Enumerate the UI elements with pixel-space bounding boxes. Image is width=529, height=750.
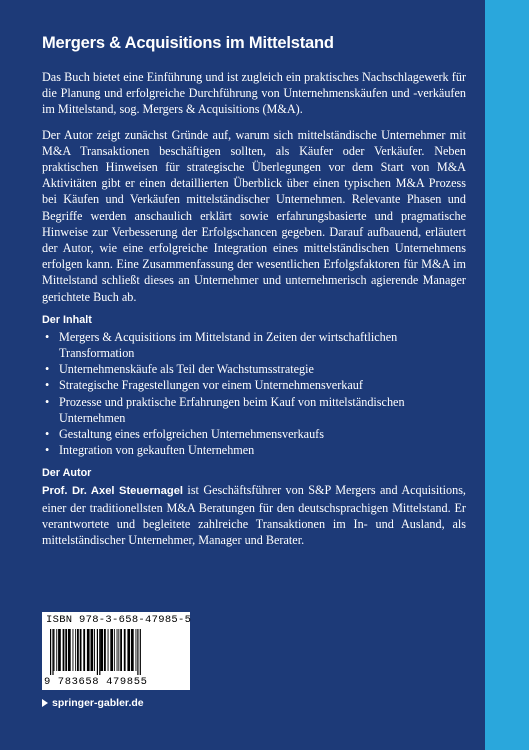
intro-paragraph: Das Buch bietet eine Einführung und ist zugleich ein praktisches Nachschlagewerk für die Planung und erfolgreiche Durchführung von Unternehmenskäufen und -verkäufen im Mittelstand, sog. Mergers & Acquisitions (M&A). — [42, 70, 466, 117]
barcode-bar — [91, 629, 94, 671]
description-paragraph: Der Autor zeigt zunächst Gründe auf, warum sich mittelständische Unternehmer mit M&A Transaktionen beschäftigen sollten, als Käufer oder Verkäufer. Neben praktischen Hinweisen für strategische Überlegungen vor dem Start von M&A Aktivitäten gibt er einen detaillierten Überblick über einen typischen M&A Prozess bei Käufen und Verkäufen mittelständischer Unternehmen. Relevante Phasen und Begriffe werden anschaulich erklärt sowie erfahrungsbasierte und pragmatische Hinweise zur Verbesserung der Erfolgschancen gegeben. Darauf aufbauend, erläutert der Autor, wie eine erfolgreiche Integration eines mittelständischen Unternehmens erfolgen kann. Eine Zusammenfassung der wesentlichen Erfolgsfaktoren für M&A im Mittelstand schließt dieses an Unternehmer und unternehmerisch agierende Manager gerichtete Buch ab. — [42, 127, 466, 304]
arrow-right-icon — [42, 699, 48, 707]
contents-list — [42, 329, 466, 459]
barcode-bar — [140, 629, 141, 675]
barcode-icon — [48, 629, 184, 675]
list-item: • Gestaltung eines erfolgreichen Unternehmensverkaufs — [42, 426, 466, 442]
barcode-bar — [124, 629, 126, 671]
list-item: • Unternehmenskäufe als Teil der Wachstumsstrategie — [42, 361, 466, 377]
barcode-bar — [75, 629, 76, 671]
publisher-link[interactable] — [42, 697, 144, 709]
barcode-bar — [80, 629, 82, 671]
barcode-digits: 9 783658 479855 — [44, 676, 148, 688]
barcode-bar — [127, 629, 130, 671]
barcode-bar — [52, 629, 53, 675]
barcode-bar — [117, 629, 118, 671]
book-title: Mergers & Acquisitions im Mittelstand — [42, 34, 334, 52]
barcode-bar — [137, 629, 138, 675]
publisher-url: springer-gabler.de — [52, 697, 144, 709]
author-bio: ist Geschäftsführer von S&P Mergers and Acquisitions, einer der traditionellsten M&A Beratungen für den deutschsprachigen Mittelstand. Er verantwortete und begleitete zahlreiche Transaktionen im In- und Ausland, als mittelständischer Unternehmer, Manager und Berater. — [42, 483, 466, 548]
isbn-label: ISBN 978-3-658-47985-5 — [46, 614, 192, 626]
isbn-barcode — [42, 612, 190, 690]
barcode-bar — [83, 629, 85, 671]
barcode-bar — [99, 629, 100, 675]
barcode-bar — [54, 629, 55, 671]
barcode-bar — [50, 629, 51, 675]
list-item: • Strategische Fragestellungen vor einem Unternehmensverkauf — [42, 377, 466, 393]
barcode-bar — [120, 629, 122, 671]
barcode-bar — [65, 629, 67, 671]
barcode-bar — [136, 629, 137, 671]
list-item: • Integration von gekauften Unternehmen — [42, 442, 466, 458]
barcode-bar — [73, 629, 74, 671]
list-item: • Prozesse und praktische Erfahrungen beim Kauf von mittelständischen Unternehmen — [42, 394, 466, 426]
barcode-bar — [110, 629, 113, 671]
barcode-bar — [87, 629, 90, 671]
author-paragraph — [42, 482, 466, 548]
barcode-bar — [63, 629, 65, 671]
barcode-bar — [56, 629, 57, 671]
barcode-bar — [118, 629, 119, 671]
barcode-bar — [94, 629, 95, 671]
barcode-bar — [100, 629, 103, 671]
author-heading: Der Autor — [42, 467, 92, 480]
list-item: • Mergers & Acquisitions im Mittelstand in Zeiten der wirtschaftlichen Transformation — [42, 329, 466, 361]
barcode-bar — [97, 629, 98, 675]
barcode-bar — [114, 629, 115, 671]
contents-heading: Der Inhalt — [42, 313, 92, 326]
barcode-bar — [68, 629, 71, 671]
barcode-bar — [131, 629, 134, 671]
back-cover-text — [42, 34, 466, 557]
barcode-bar — [108, 629, 109, 671]
accent-strip — [485, 0, 529, 750]
barcode-bar — [58, 629, 61, 671]
barcode-bar — [77, 629, 79, 671]
barcode-bar — [104, 629, 106, 671]
author-name: Prof. Dr. Axel Steuernagel — [42, 485, 184, 498]
